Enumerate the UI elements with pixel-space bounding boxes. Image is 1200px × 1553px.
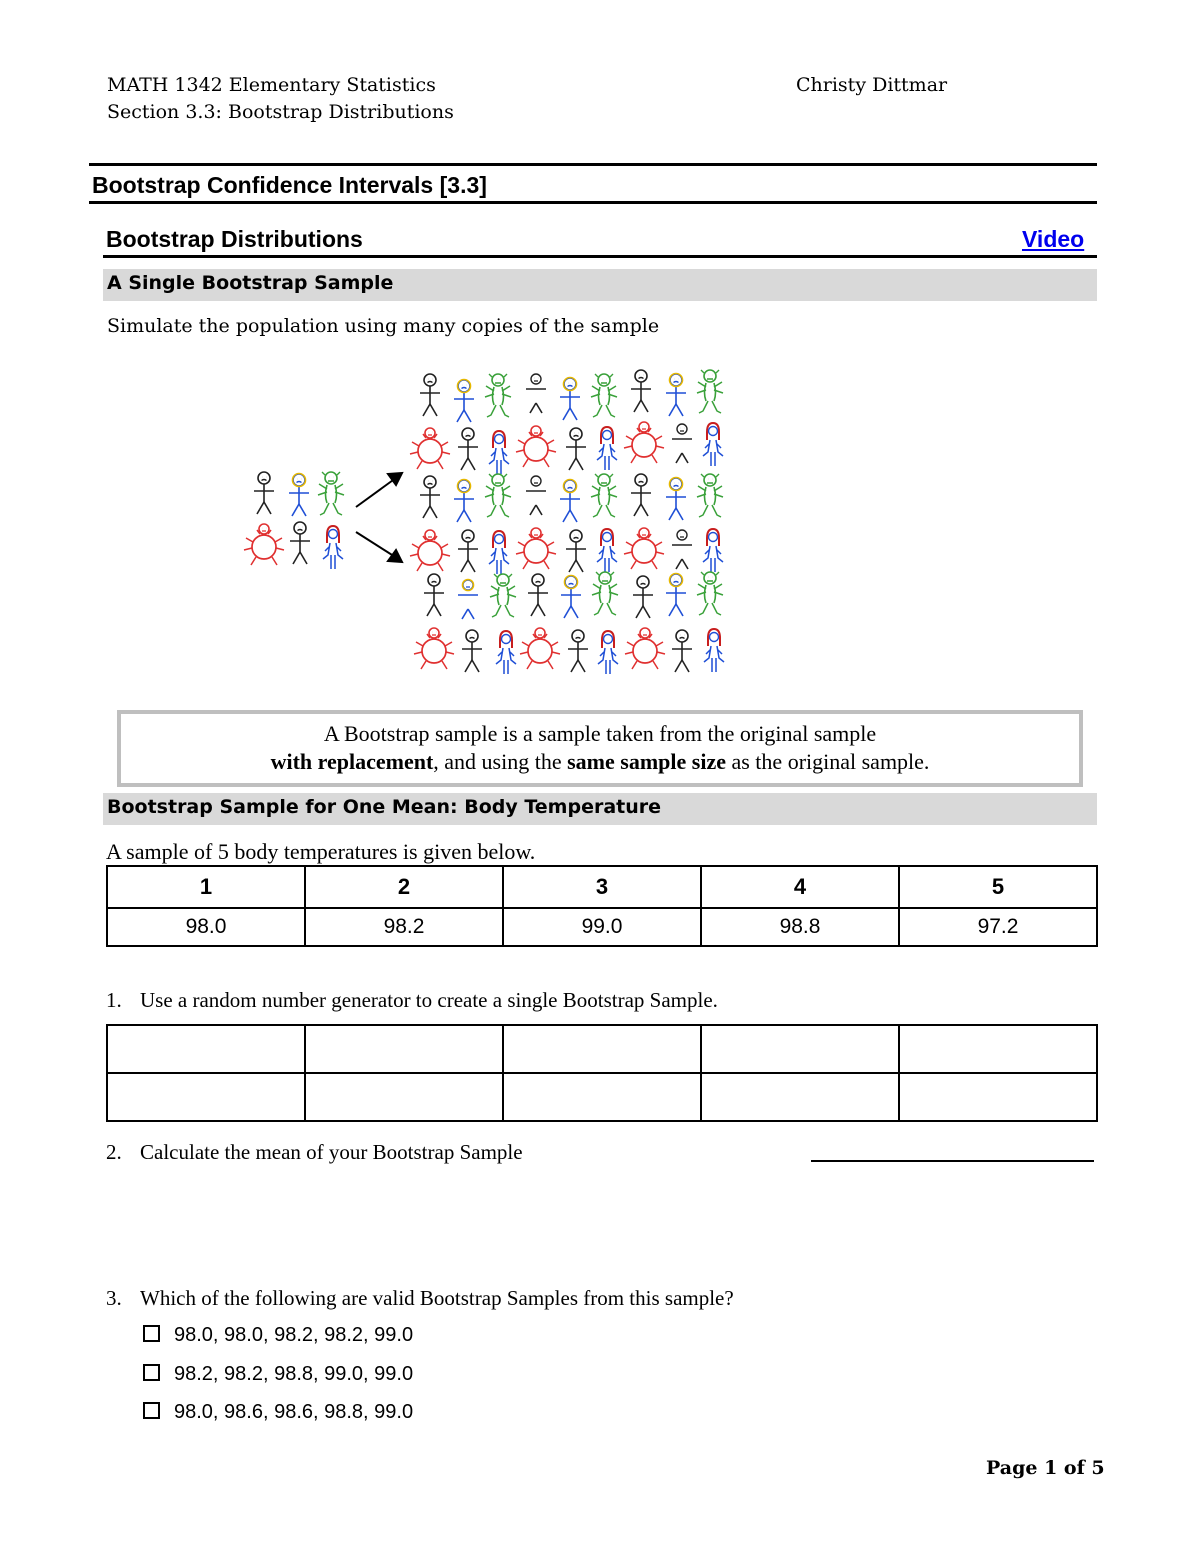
option-text: 98.2, 98.2, 98.8, 99.0, 99.0 — [174, 1363, 414, 1385]
sample-table — [106, 865, 1098, 947]
callout-mid-text: , and using the — [433, 749, 568, 774]
answer-cell[interactable] — [701, 1073, 899, 1121]
page-title: Bootstrap Confidence Intervals [3.3] — [92, 172, 487, 198]
option-text: 98.0, 98.0, 98.2, 98.2, 99.0 — [174, 1324, 414, 1346]
checkbox-icon[interactable] — [143, 1402, 160, 1419]
option-1[interactable] — [143, 1324, 413, 1347]
answer-row — [107, 1073, 1097, 1121]
question-number: 2. — [106, 1140, 122, 1164]
answer-cell[interactable] — [899, 1073, 1097, 1121]
callout-bold-replacement: with replacement — [270, 749, 434, 774]
table-header-cell: 4 — [701, 866, 899, 908]
section-band-body-temp — [103, 793, 1097, 825]
option-2[interactable] — [143, 1363, 413, 1386]
subtitle-rule — [103, 255, 1097, 258]
sample-intro: A sample of 5 body temperatures is given below. — [106, 839, 536, 864]
bootstrap-answer-table — [106, 1024, 1098, 1122]
answer-cell[interactable] — [305, 1073, 503, 1121]
answer-cell[interactable] — [701, 1025, 899, 1073]
arrows — [356, 473, 402, 562]
subtitle: Bootstrap Distributions — [106, 226, 363, 252]
option-text: 98.0, 98.6, 98.6, 98.8, 99.0 — [174, 1401, 414, 1423]
table-cell: 99.0 — [503, 908, 701, 946]
question-text: Which of the following are valid Bootstrap Samples from this sample? — [140, 1286, 734, 1310]
answer-cell[interactable] — [107, 1073, 305, 1121]
question-number: 3. — [106, 1286, 122, 1310]
definition-callout — [117, 710, 1083, 787]
answer-cell[interactable] — [503, 1073, 701, 1121]
question-number: 1. — [106, 988, 122, 1012]
table-cell: 98.2 — [305, 908, 503, 946]
callout-end-text: as the original sample. — [725, 749, 930, 774]
title-rule — [89, 201, 1097, 204]
option-3[interactable] — [143, 1401, 413, 1424]
question-text: Use a random number generator to create a single Bootstrap Sample. — [140, 988, 718, 1012]
question-2 — [106, 1140, 523, 1165]
mean-answer-line[interactable] — [811, 1160, 1094, 1162]
question-text: Calculate the mean of your Bootstrap Sample — [140, 1140, 523, 1164]
section-heading-body-temp: Bootstrap Sample for One Mean: Body Temperature — [107, 796, 662, 818]
table-cell: 98.0 — [107, 908, 305, 946]
answer-cell[interactable] — [107, 1025, 305, 1073]
top-rule — [89, 163, 1097, 166]
answer-cell[interactable] — [305, 1025, 503, 1073]
table-header-cell: 3 — [503, 866, 701, 908]
table-header-row — [107, 866, 1097, 908]
simulated-population — [410, 370, 724, 674]
author-name: Christy Dittmar — [796, 74, 948, 96]
callout-bold-same-size: same sample size — [567, 749, 726, 774]
question-1 — [106, 988, 718, 1013]
section-heading: A Single Bootstrap Sample — [107, 272, 394, 294]
section-band-single-sample — [103, 269, 1097, 301]
bootstrap-illustration — [240, 362, 740, 677]
section-intro: Simulate the population using many copies of the sample — [107, 315, 660, 337]
page-number: Page 1 of 5 — [986, 1457, 1105, 1479]
section-title: Section 3.3: Bootstrap Distributions — [107, 101, 454, 123]
question-3 — [106, 1286, 734, 1311]
checkbox-icon[interactable] — [143, 1364, 160, 1381]
table-row — [107, 908, 1097, 946]
callout-line-2 — [121, 748, 1079, 776]
answer-cell[interactable] — [899, 1025, 1097, 1073]
original-sample — [244, 472, 344, 569]
table-cell: 98.8 — [701, 908, 899, 946]
table-header-cell: 1 — [107, 866, 305, 908]
video-link[interactable]: Video — [1022, 226, 1085, 252]
answer-row — [107, 1025, 1097, 1073]
table-header-cell: 2 — [305, 866, 503, 908]
course-title: MATH 1342 Elementary Statistics — [107, 74, 436, 96]
checkbox-icon[interactable] — [143, 1325, 160, 1342]
table-header-cell: 5 — [899, 866, 1097, 908]
callout-line-1: A Bootstrap sample is a sample taken from the original sample — [323, 721, 877, 746]
answer-cell[interactable] — [503, 1025, 701, 1073]
table-cell: 97.2 — [899, 908, 1097, 946]
